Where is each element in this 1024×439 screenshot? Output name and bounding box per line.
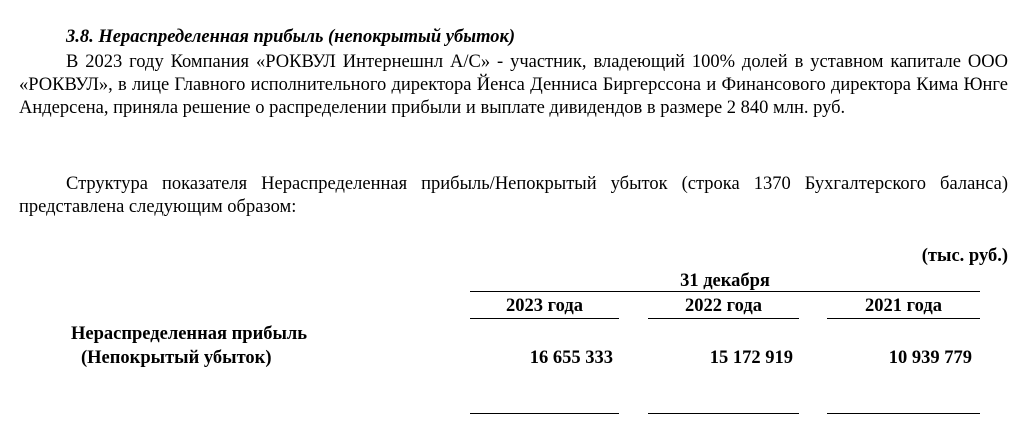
row-label-line2: (Непокрытый убыток) (81, 348, 272, 368)
units-label: (тыс. руб.) (921, 246, 1008, 266)
row-label-line1: Нераспределенная прибыль (71, 324, 308, 344)
section-heading: 3.8. Нераспределенная прибыль (непокрытый убыток) (66, 27, 516, 47)
paragraph-dividends: В 2023 году Компания «РОКВУЛ Интернешнл А/С» - участник, владеющий 100% долей в уставном капитале ООО «РОКВУЛ», в лице Главного исполнительного директора Йенса Денниса Биргерссона и Финансового директора Кима Юнге Андерсена, приняла решение о распределении прибыли и выплате дивидендов в размере 2 840 млн. руб. (19, 52, 1008, 119)
column-header-2022: 2022 года (648, 295, 799, 319)
bottom-rule-2023 (470, 413, 619, 414)
bottom-rule-2021 (827, 413, 980, 414)
table-cell-2022: 15 172 919 (709, 348, 793, 368)
column-header-2021: 2021 года (827, 295, 980, 319)
group-header-rule (470, 291, 980, 292)
table-cell-2023: 16 655 333 (529, 348, 613, 368)
table-group-header: 31 декабря (680, 271, 770, 291)
column-header-2023: 2023 года (470, 295, 619, 319)
table-cell-2021: 10 939 779 (888, 348, 972, 368)
row-label-retained-earnings (71, 322, 307, 370)
paragraph-structure: Структура показателя Нераспределенная прибыль/Непокрытый убыток (строка 1370 Бухгалтерского баланса) представлена следующим образом: (19, 174, 1008, 218)
bottom-rule-2022 (648, 413, 799, 414)
